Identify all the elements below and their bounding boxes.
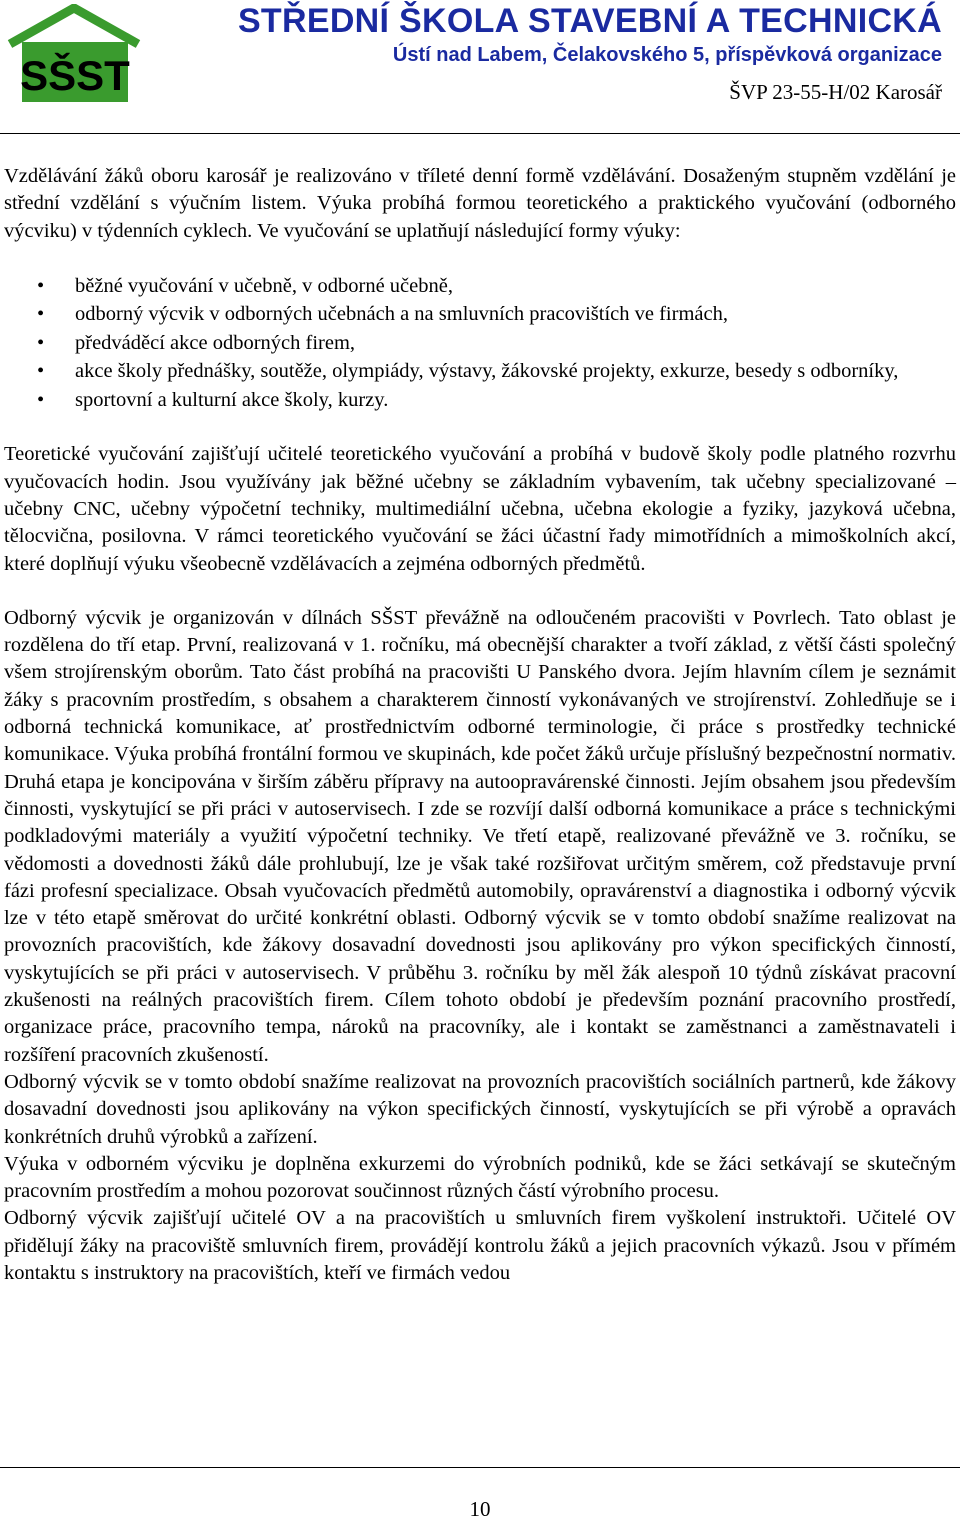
bullet-icon: • xyxy=(37,303,45,326)
intro-paragraph: Vzdělávání žáků oboru karosář je realizováno v tříleté denní formě vzdělávání. Dosaženým stupněm vzdělání je střední vzdělání s výučním listem. Výuka probíhá formou teoretického a praktického vyučování (odborného výcviku) v týdenních cyklech. Ve vyučování se uplatňují následující formy výuky: xyxy=(4,165,956,242)
footer-rule xyxy=(0,1467,960,1468)
list-item: • akce školy přednášky, soutěže, olympiády, výstavy, žákovské projekty, exkurze, besedy s odborníky, xyxy=(4,357,956,386)
list-item: • předváděcí akce odborných firem, xyxy=(4,329,956,358)
page-number: 10 xyxy=(469,1497,491,1521)
bullet-icon: • xyxy=(37,274,45,297)
list-item: • sportovní a kulturní akce školy, kurzy. xyxy=(4,386,956,415)
theory-paragraph: Teoretické vyučování zajišťují učitelé teoretického vyučování a probíhá v budově školy podle platného rozvrhu vyučovacích hodin. Jsou využívány jak běžné učebny se základním vybavením, tak učebny specializované – učebny CNC, učebny výpočetní techniky, multimediální učebna, učebna ekologie a fyziky, jazyková učebna, tělocvična, posilovna. V rámci teoretického vyučování se žáci účastní řady mimotřídních a mimoškolních akcí, které doplňují výuku všeobecně vzdělávacích a zejména odborných předmětů. xyxy=(4,443,956,575)
school-address: Ústí nad Labem, Čelakovského 5, příspěvková organizace xyxy=(392,44,942,66)
bullet-icon: • xyxy=(37,360,45,383)
document-body xyxy=(4,163,956,1287)
school-name: STŘEDNÍ ŠKOLA STAVEBNÍ A TECHNICKÁ xyxy=(237,2,942,40)
list-item: • běžné vyučování v učebně, v odborné učebně, xyxy=(4,272,956,301)
bullet-icon: • xyxy=(37,331,45,354)
teaching-forms-list xyxy=(4,272,956,415)
practice-partners-paragraph: Odborný výcvik se v tomto období snažíme realizovat na provozních pracovištích sociálních partnerů, kde žákovy dosavadní dovednosti jsou aplikovány na výkon specifických činností, vyskytujících se při výrobě a opravách konkrétních druhů výrobků a zařízení. xyxy=(4,1070,956,1148)
practice-paragraph: Odborný výcvik je organizován v dílnách SŠST převážně na odloučeném pracovišti v Povrlech. Tato oblast je rozdělena do tří etap. První, realizovaná v 1. ročníku, má obecnější charakter a tvoří základ, z větší části společný všem strojírenským oborům. Tato část probíhá na pracovišti U Panského dvora. Jejím hlavním cílem je seznámit žáky s pracovním prostředím, s obsahem a charakterem činností vykonávaných ve strojírenství. Zohledňuje se i odborná technická komunikace, ať prostřednictvím odborné terminologie, či práce s prostředky technické komunikace. Výuka probíhá frontální formou ve skupinách, kde počet žáků určuje příslušný bezpečnostní normativ. Druhá etapa je koncipována v širším záběru přípravy na autoopravárenské činnosti. Jejím obsahem jsou především činnosti, vyskytující se při práci v autoservisech. I zde se rozvíjí další odborná komunikace a práce s technickými podkladovými materiály a využití výpočetní techniky. Ve třetí etapě, realizované převážně ve 3. ročníku, se vědomosti a dovednosti žáků dále prohlubují, lze je však také rozšiřovat určitým směrem, což představuje první fázi profesní specializace. Obsah vyučovacích předmětů automobily, opravárenství a diagnostika i odborný výcvik lze v této etapě směrovat do určité konkrétní oblasti. Odborný výcvik se v tomto období snažíme realizovat na provozních pracovištích, kde žákovy dosavadní dovednosti jsou aplikovány pro výkon specifických činností, vyskytujících se při práci v autoservisech. V průběhu 3. ročníku by měl žák alespoň 10 týdnů získávat pracovní zkušenosti na reálných pracovištích firem. Cílem tohoto období je především poznání pracovního prostředí, organizace práce, pracovního tempa, nároků na pracovníky, ale i kontakt se zaměstnanci a zaměstnavateli i rozšíření pracovních zkušeností. xyxy=(4,606,956,1066)
instructors-paragraph: Odborný výcvik zajišťují učitelé OV a na pracovištích u smluvních firem vyškolení instruktoři. Učitelé OV přidělují žáky na pracoviště smluvních firem, provádějí kontrolu žáků a jejich pracovních výkazů. Jsou v přímém kontaktu s instruktory na pracovištích, kteří ve firmách vedou xyxy=(4,1207,956,1284)
excursions-paragraph: Výuka v odborném výcviku je doplněna exkurzemi do výrobních podniků, kde se žáci setkávají se skutečným pracovním prostředím a mohou pozorovat součinnost různých částí výrobního procesu. xyxy=(4,1152,956,1203)
svp-code: ŠVP 23-55-H/02 Karosář xyxy=(729,80,942,104)
bullet-icon: • xyxy=(37,388,45,411)
school-logo xyxy=(4,4,146,104)
svg-text:SŠST: SŠST xyxy=(20,52,130,99)
list-item: • odborný výcvik v odborných učebnách a na smluvních pracovištích ve firmách, xyxy=(4,300,956,329)
page-header xyxy=(0,0,960,120)
header-rule xyxy=(0,133,960,134)
